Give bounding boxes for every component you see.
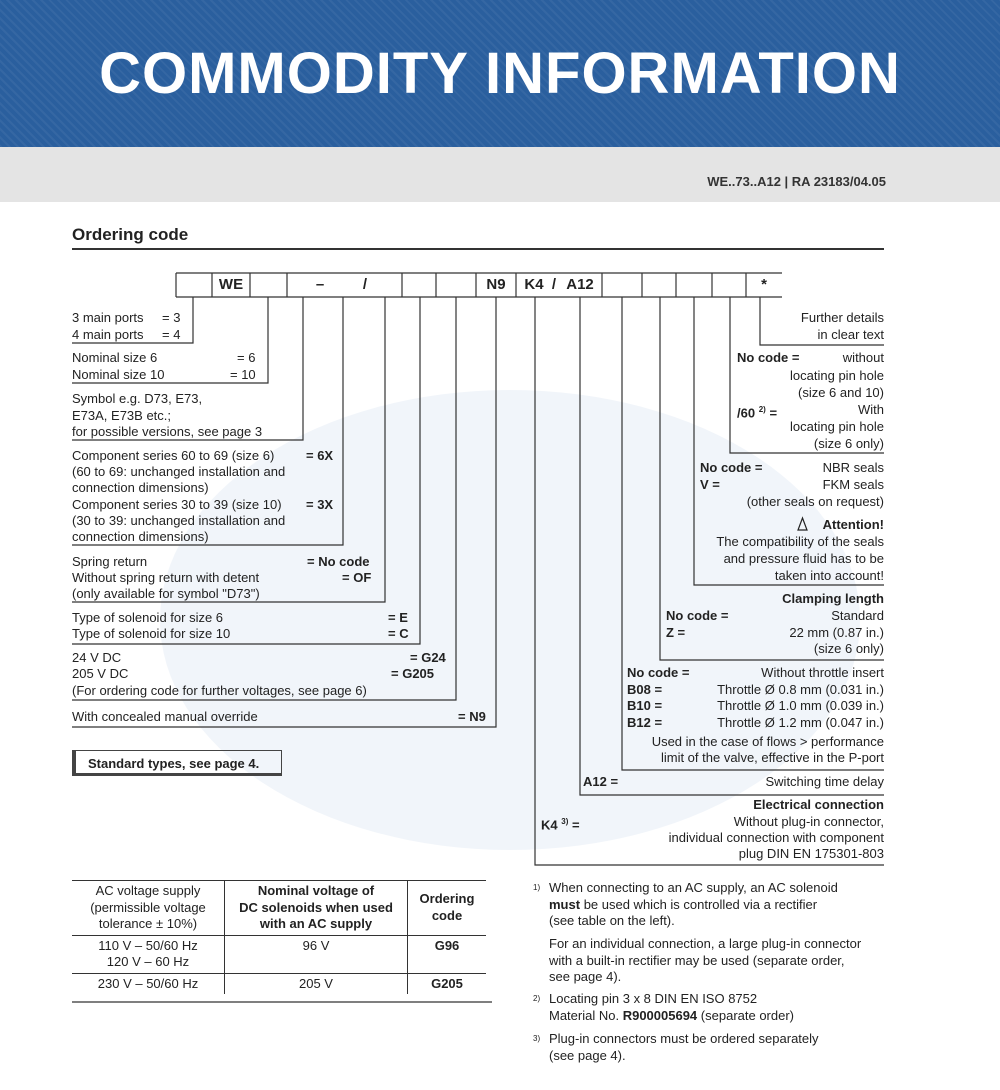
clamping-nocode: No code = — [666, 608, 729, 623]
table-row: 230 V – 50/60 Hz 205 V G205 — [72, 973, 486, 994]
code-slash: / — [362, 276, 368, 293]
voltage-line-1: 24 V DC — [72, 650, 122, 665]
series-line-4: Component series 30 to 39 (size 10) — [72, 497, 282, 512]
code-we: WE — [218, 276, 244, 293]
seals-v: V = — [700, 477, 720, 492]
series-code-3x: = 3X — [306, 497, 334, 512]
series-line-3: connection dimensions) — [72, 480, 209, 495]
throttle-without: Without throttle insert — [761, 665, 884, 680]
throttle-b12: B12 = — [627, 715, 663, 730]
code-k4: K4 — [524, 276, 544, 293]
voltage-line-2: 205 V DC — [72, 666, 129, 681]
attention-line-1: The compatibility of the seals — [716, 534, 884, 549]
code-a12: A12 — [566, 276, 594, 293]
pin-60-code: /60 $^{2)}$ = — [737, 405, 778, 421]
pin-with-3: (size 6 only) — [813, 436, 884, 451]
solenoid-code-e: = E — [388, 610, 408, 625]
a12-code: A12 = — [583, 774, 619, 789]
ports-label-4: 4 main ports — [72, 327, 144, 342]
seals-other: (other seals on request) — [746, 494, 884, 509]
k4-line-2: individual connection with component — [668, 830, 884, 845]
throttle-note-1: Used in the case of flows > performance — [651, 734, 884, 749]
size-label-10: Nominal size 10 — [72, 367, 165, 382]
footnote-2: Locating pin 3 x 8 DIN EN ISO 8752 Material No. R900005694 (separate order) — [549, 991, 795, 1023]
ports-label-3: 3 main ports — [72, 310, 144, 325]
clamping-title: Clamping length — [782, 591, 884, 606]
footnote-1-extra: For an individual connection, a large plug-in connector with a built-in rectifier may be used (separate order, see page 4). — [549, 936, 862, 984]
footnote-1-mark: 1) — [533, 883, 541, 892]
footnote-2-mark: 2) — [533, 994, 541, 1003]
spring-code-of: = OF — [342, 570, 372, 585]
series-line-1: Component series 60 to 69 (size 6) — [72, 448, 275, 463]
solenoid-line-1: Type of solenoid for size 6 — [72, 610, 224, 625]
pin-with-2: locating pin hole — [790, 419, 884, 434]
code-asterisk: * — [761, 276, 767, 293]
seals-nbr: NBR seals — [822, 460, 884, 475]
throttle-b08: B08 = — [627, 682, 663, 697]
a12-value: Switching time delay — [765, 774, 884, 789]
pin-without-1: without — [842, 350, 884, 365]
standard-types-note: Standard types, see page 4. — [72, 750, 282, 776]
throttle-08: Throttle Ø 0.8 mm (0.031 in.) — [717, 682, 884, 697]
k4-line-3: plug DIN EN 175301-803 — [738, 846, 884, 861]
section-title: Ordering code — [72, 225, 189, 244]
override-code: = N9 — [458, 709, 486, 724]
table-header-ac: AC voltage supply (permissible voltage tolerance ± 10%) — [72, 881, 225, 936]
pin-with-1: With — [858, 402, 884, 417]
table-row: 110 V – 50/60 Hz 120 V – 60 Hz 96 V G96 — [72, 935, 486, 973]
further-details-2: in clear text — [817, 327, 884, 342]
ports-code-4: = 4 — [162, 327, 181, 342]
banner-title: COMMODITY INFORMATION — [99, 41, 901, 106]
series-line-2: (60 to 69: unchanged installation and — [72, 464, 286, 479]
throttle-note-2: limit of the valve, effective in the P-port — [660, 750, 884, 765]
attention-title: Attention! — [822, 517, 884, 532]
clamping-22mm: 22 mm (0.87 in.) — [789, 625, 884, 640]
solenoid-code-c: = C — [388, 626, 409, 641]
size-label-6: Nominal size 6 — [72, 350, 158, 365]
electrical-title: Electrical connection — [753, 797, 884, 812]
series-line-5: (30 to 39: unchanged installation and — [72, 513, 286, 528]
seals-fkm: FKM seals — [822, 477, 884, 492]
voltage-table — [72, 880, 486, 994]
size-code-6: = 6 — [237, 350, 256, 365]
voltage-code-g24: = G24 — [410, 650, 446, 665]
pin-without-3: (size 6 and 10) — [798, 385, 884, 400]
symbol-line-1: Symbol e.g. D73, E73, — [72, 391, 203, 406]
series-line-6: connection dimensions) — [72, 529, 209, 544]
code-n9: N9 — [486, 276, 506, 293]
voltage-code-g205: = G205 — [391, 666, 435, 681]
voltage-line-3: (For ordering code for further voltages, see page 6) — [72, 683, 367, 698]
pin-without-2: locating pin hole — [790, 368, 884, 383]
clamping-z: Z = — [666, 625, 686, 640]
k4-code: K4 $^{3)}$ = — [541, 817, 580, 833]
clamping-standard: Standard — [831, 608, 884, 623]
attention-line-3: taken into account! — [774, 568, 884, 583]
table-header-code: Ordering code — [408, 881, 487, 936]
clamping-size6: (size 6 only) — [813, 641, 884, 656]
throttle-12: Throttle Ø 1.2 mm (0.047 in.) — [717, 715, 884, 730]
table-header-dc: Nominal voltage of DC solenoids when used with an AC supply — [225, 881, 408, 936]
throttle-nocode: No code = — [627, 665, 690, 680]
k4-line-1: Without plug-in connector, — [733, 814, 884, 829]
throttle-b10: B10 = — [627, 698, 663, 713]
further-details-1: Further details — [800, 310, 884, 325]
throttle-10: Throttle Ø 1.0 mm (0.039 in.) — [717, 698, 884, 713]
series-code-6x: = 6X — [306, 448, 334, 463]
symbol-line-3: for possible versions, see page 3 — [72, 424, 263, 439]
symbol-line-2: E73A, E73B etc.; — [72, 408, 172, 423]
solenoid-line-2: Type of solenoid for size 10 — [72, 626, 231, 641]
override-label: With concealed manual override — [72, 709, 258, 724]
footnote-1: When connecting to an AC supply, an AC solenoid must be used which is controlled via a rectifier (see table on the left). — [549, 880, 838, 928]
spring-line-2: Without spring return with detent — [72, 570, 260, 585]
ports-code-3: = 3 — [162, 310, 181, 325]
spring-line-1: Spring return — [72, 554, 148, 569]
code-slash-2: / — [551, 276, 557, 293]
spring-line-3: (only available for symbol "D73") — [72, 586, 260, 601]
spring-code-none: = No code — [307, 554, 370, 569]
footnote-3: Plug-in connectors must be ordered separately (see page 4). — [549, 1031, 819, 1063]
footnote-3-mark: 3) — [533, 1034, 541, 1043]
document-reference: WE..73..A12 | RA 23183/04.05 — [707, 174, 886, 189]
code-dash: – — [315, 276, 325, 293]
pin-nocode: No code = — [737, 350, 800, 365]
seals-nocode: No code = — [700, 460, 763, 475]
attention-line-2: and pressure fluid has to be — [723, 551, 884, 566]
size-code-10: = 10 — [230, 367, 256, 382]
